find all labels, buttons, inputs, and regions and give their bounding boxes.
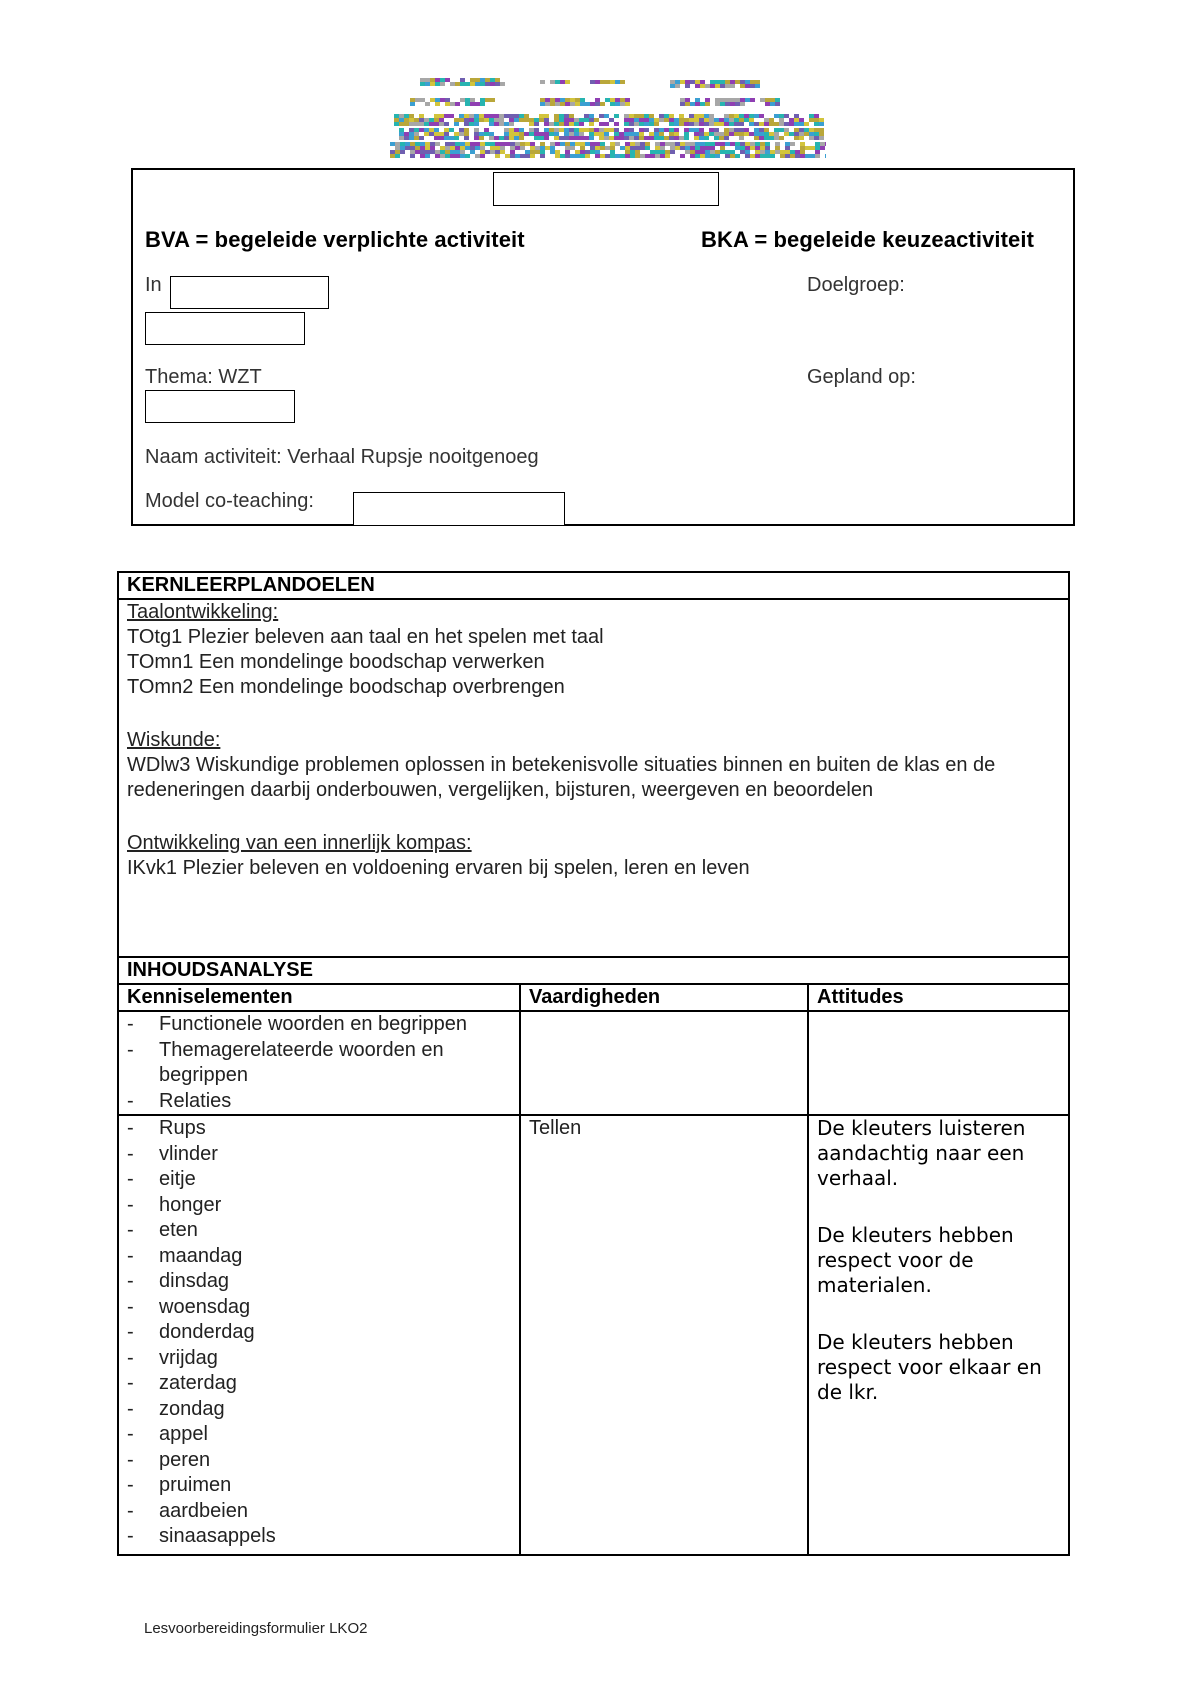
title-field[interactable] <box>493 172 719 206</box>
in-field[interactable] <box>170 276 329 309</box>
attitude-item: De kleuters luisteren aandachtig naar een verhaal. <box>817 1116 1026 1190</box>
thema-label: Thema: WZT <box>145 366 262 388</box>
list-item: - zaterdag <box>127 1371 511 1397</box>
activity-header-box <box>131 168 1075 526</box>
lesson-table <box>117 571 1070 1556</box>
attitude-item: De kleuters hebben respect voor de materialen. <box>817 1223 1014 1297</box>
list-item: - vrijdag <box>127 1346 511 1372</box>
kernleerplandoelen-heading: KERNLEERPLANDOELEN <box>118 572 1069 599</box>
thema-field[interactable] <box>145 390 295 423</box>
wiskunde-heading: Wiskunde: <box>127 729 221 751</box>
goal-totg1: TOtg1 Plezier beleven aan taal en het spelen met taal <box>127 626 604 648</box>
kennis-types-cell <box>118 1011 520 1115</box>
list-item: - eitje <box>127 1167 511 1193</box>
bva-definition: BVA = begeleide verplichte activiteit <box>145 227 525 252</box>
list-item: - pruimen <box>127 1473 511 1499</box>
list-item: - maandag <box>127 1244 511 1270</box>
col-attitudes: Attitudes <box>808 984 1069 1011</box>
empty-cell <box>520 1011 808 1115</box>
list-item: - Functionele woorden en begrippen <box>127 1012 511 1038</box>
list-item: - aardbeien <box>127 1499 511 1525</box>
empty-cell <box>808 1011 1069 1115</box>
col-kenniselementen: Kenniselementen <box>118 984 520 1011</box>
list-item: - peren <box>127 1448 511 1474</box>
goals-cell <box>118 599 1069 957</box>
goal-tomn2: TOmn2 Een mondelinge boodschap overbrengen <box>127 676 565 698</box>
list-item: - woensdag <box>127 1295 511 1321</box>
vaardigheden-cell: Tellen <box>520 1115 808 1555</box>
list-item: - donderdag <box>127 1320 511 1346</box>
gepland-label: Gepland op: <box>807 366 916 388</box>
inhoudsanalyse-heading: INHOUDSANALYSE <box>118 957 1069 984</box>
school-logo <box>390 76 826 162</box>
list-item: - Rups <box>127 1116 511 1142</box>
in-label: In <box>145 274 162 296</box>
attitudes-cell <box>808 1115 1069 1555</box>
goal-tomn1: TOmn1 Een mondelinge boodschap verwerken <box>127 651 545 673</box>
list-item: - honger <box>127 1193 511 1219</box>
co-teaching-field[interactable] <box>353 492 565 526</box>
class-field[interactable] <box>145 312 305 345</box>
list-item: - zondag <box>127 1397 511 1423</box>
list-item: - sinaasappels <box>127 1524 511 1550</box>
list-item: - dinsdag <box>127 1269 511 1295</box>
goal-ikvk1: IKvk1 Plezier beleven en voldoening ervaren bij spelen, leren en leven <box>127 857 750 879</box>
activity-name: Naam activiteit: Verhaal Rupsje nooitgenoeg <box>145 446 539 468</box>
kompas-heading: Ontwikkeling van een innerlijk kompas: <box>127 832 472 854</box>
list-item: - Relaties <box>127 1089 511 1115</box>
col-vaardigheden: Vaardigheden <box>520 984 808 1011</box>
taal-heading: Taalontwikkeling: <box>127 601 279 623</box>
doelgroep-label: Doelgroep: <box>807 274 905 296</box>
list-item: - vlinder <box>127 1142 511 1168</box>
words-cell <box>118 1115 520 1555</box>
list-item: - appel <box>127 1422 511 1448</box>
page-footer: Lesvoorbereidingsformulier LKO2 <box>144 1620 368 1637</box>
goal-wdlw3: WDlw3 Wiskundige problemen oplossen in betekenisvolle situaties binnen en buiten de klas en de redeneringen daarbij onderbouwen, vergelijken, bijsturen, weergeven en beoordelen <box>127 754 996 801</box>
co-teaching-label: Model co-teaching: <box>145 490 314 512</box>
list-item: - Themagerelateerde woorden en begrippen <box>127 1038 511 1089</box>
bka-definition: BKA = begeleide keuzeactiviteit <box>701 227 1035 252</box>
attitude-item: De kleuters hebben respect voor elkaar en de lkr. <box>817 1330 1042 1404</box>
list-item: - eten <box>127 1218 511 1244</box>
